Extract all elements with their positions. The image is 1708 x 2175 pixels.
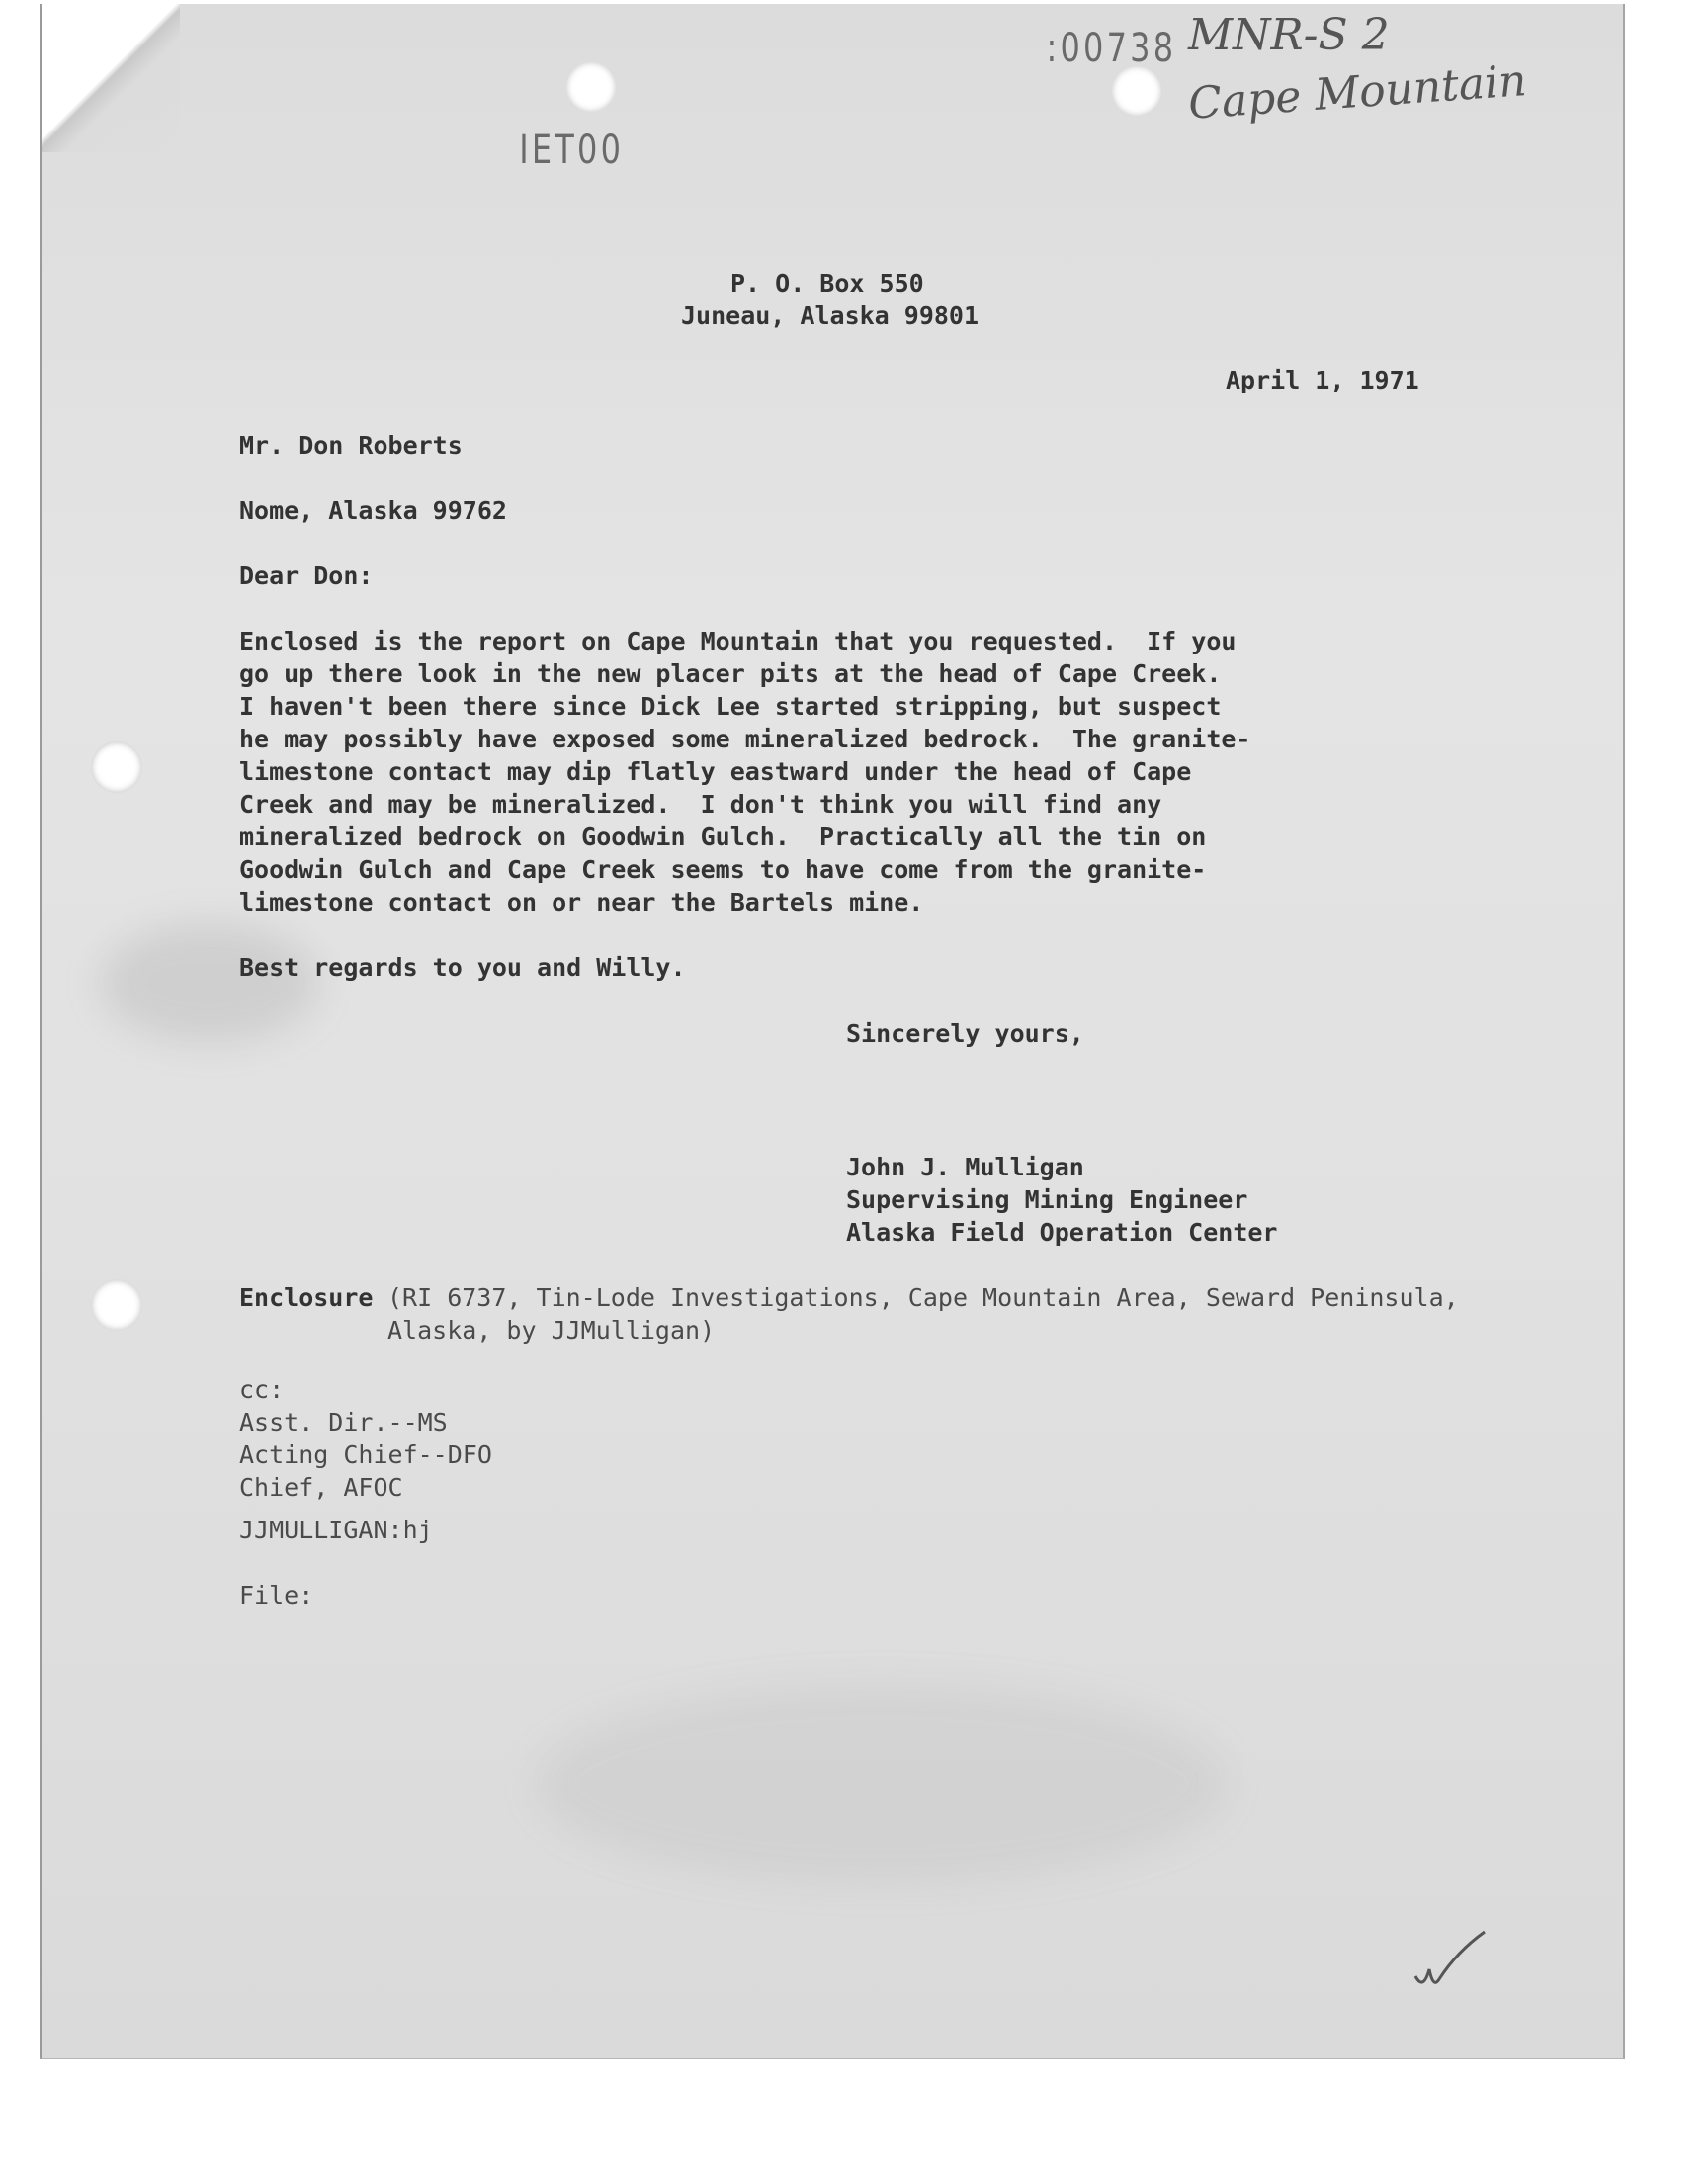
body-line: Creek and may be mineralized. I don't think you will find any — [239, 790, 1162, 819]
file-code: :00738 — [1046, 26, 1177, 71]
letter-date: April 1, 1971 — [1226, 366, 1419, 394]
checkmark-scribble-icon — [1406, 1922, 1494, 2001]
body-line: mineralized bedrock on Goodwin Gulch. Practically all the tin on — [239, 823, 1207, 851]
folded-corner — [42, 4, 180, 152]
punch-hole — [91, 1279, 142, 1331]
enclosure-label: Enclosure — [239, 1283, 374, 1312]
letter-page — [40, 4, 1625, 2059]
recipient-name: Mr. Don Roberts — [239, 431, 463, 460]
enclosure-line: Alaska, by JJMulligan) — [387, 1316, 716, 1345]
recipient-address: Nome, Alaska 99762 — [239, 496, 507, 525]
body-line: limestone contact may dip flatly eastward under the head of Cape — [239, 757, 1192, 786]
typist-initials: JJMULLIGAN:hj — [239, 1516, 433, 1544]
cc-item: Chief, AFOC — [239, 1473, 403, 1502]
signature-title: Supervising Mining Engineer — [846, 1185, 1248, 1214]
punch-hole — [565, 61, 617, 113]
signature-name: John J. Mulligan — [846, 1153, 1084, 1181]
closing-line: Best regards to you and Willy. — [239, 953, 686, 982]
body-line: go up there look in the new placer pits at the head of Cape Creek. — [239, 659, 1222, 688]
cc-item: Asst. Dir.--MS — [239, 1408, 448, 1436]
body-line: I haven't been there since Dick Lee started stripping, but suspect — [239, 692, 1222, 721]
salutation: Dear Don: — [239, 562, 374, 590]
body-line: Enclosed is the report on Cape Mountain that you requested. If you — [239, 627, 1237, 655]
punch-hole — [1111, 65, 1162, 117]
punch-hole — [91, 741, 142, 793]
enclosure-line: (RI 6737, Tin-Lode Investigations, Cape Mountain Area, Seward Peninsula, — [387, 1283, 1459, 1312]
stamp-code: IET00 — [519, 128, 625, 173]
file-label: File: — [239, 1581, 314, 1610]
sender-address-line: P. O. Box 550 — [730, 269, 924, 298]
body-line: he may possibly have exposed some mineralized bedrock. The granite- — [239, 725, 1251, 753]
cc-item: Acting Chief--DFO — [239, 1440, 492, 1469]
handwritten-code: MNR-S 2 — [1188, 10, 1390, 60]
sender-address-line: Juneau, Alaska 99801 — [681, 302, 980, 330]
signature-office: Alaska Field Operation Center — [846, 1218, 1278, 1247]
body-line: Goodwin Gulch and Cape Creek seems to have come from the granite- — [239, 855, 1207, 884]
body-line: limestone contact on or near the Bartels mine. — [239, 888, 924, 916]
handwritten-location: Cape Mountain — [1186, 55, 1529, 130]
cc-label: cc: — [239, 1375, 285, 1404]
signoff: Sincerely yours, — [846, 1019, 1084, 1048]
smudge — [536, 1685, 1228, 1882]
